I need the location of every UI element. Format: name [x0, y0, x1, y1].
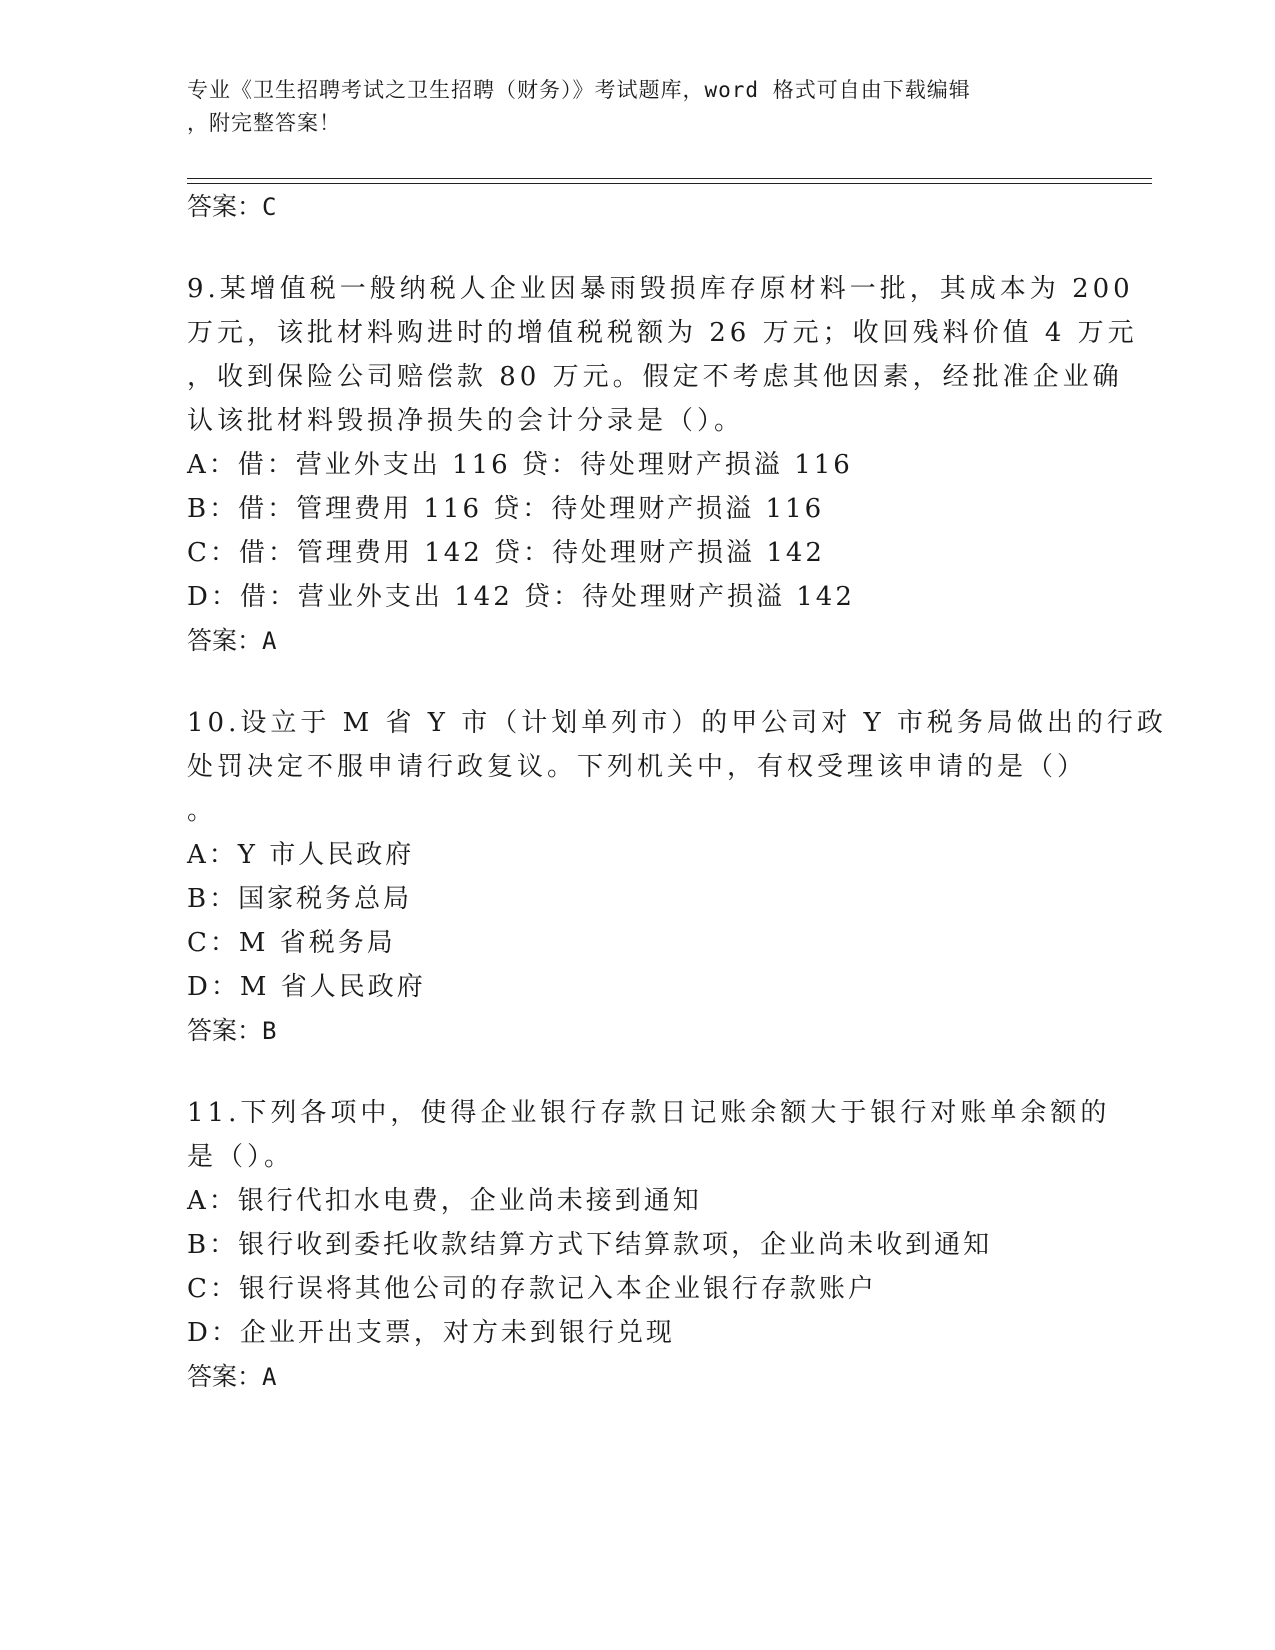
q11-answer-line: [187, 1360, 276, 1394]
header-line-2: ，附完整答案！: [187, 111, 341, 135]
q9-option-a: A：借：营业外支出 116 贷：待处理财产损溢 116: [187, 450, 853, 480]
document-header: [187, 74, 1087, 140]
q9-answer-line: [187, 624, 276, 658]
answer-line-prev: [187, 190, 276, 224]
answer-value: A: [262, 627, 277, 655]
q10-option-d: D：M 省人民政府: [187, 972, 426, 1002]
q11-option-c: C：银行误将其他公司的存款记入本企业银行存款账户: [187, 1274, 877, 1304]
q11-option-d: D：企业开出支票，对方未到银行兑现: [187, 1318, 675, 1348]
q10-stem-line-2: 处罚决定不服申请行政复议。下列机关中，有权受理该申请的是（）: [187, 752, 1088, 782]
q10-option-c: C：M 省税务局: [187, 928, 396, 958]
q11-option-b: B：银行收到委托收款结算方式下结算款项，企业尚未收到通知: [187, 1230, 993, 1260]
answer-label: 答案：: [187, 1362, 263, 1391]
answer-value: B: [262, 1017, 277, 1045]
q11-stem-line-2: 是（）。: [187, 1142, 295, 1172]
q10-stem-line-1: 10.设立于 M 省 Y 市（计划单列市）的甲公司对 Y 市税务局做出的行政: [187, 708, 1167, 738]
q9-option-d: D：借：营业外支出 142 贷：待处理财产损溢 142: [187, 582, 855, 612]
answer-label: 答案：: [187, 192, 263, 221]
q11-option-a: A：银行代扣水电费，企业尚未接到通知: [187, 1186, 702, 1216]
header-divider-top: [187, 178, 1152, 179]
q9-stem-line-2: 万元，该批材料购进时的增值税税额为 26 万元；收回残料价值 4 万元: [187, 318, 1138, 348]
q10-answer-line: [187, 1014, 276, 1048]
answer-value: A: [262, 1363, 277, 1391]
q11-stem-line-1: 11.下列各项中，使得企业银行存款日记账余额大于银行对账单余额的: [187, 1098, 1111, 1128]
q9-stem-line-4: 认该批材料毁损净损失的会计分录是（）。: [187, 406, 745, 436]
header-line-1: 专业《卫生招聘考试之卫生招聘（财务）》考试题库，word 格式可自由下载编辑: [187, 78, 971, 102]
answer-label: 答案：: [187, 626, 263, 655]
q10-option-a: A：Y 市人民政府: [187, 840, 415, 870]
q9-stem-line-1: 9.某增值税一般纳税人企业因暴雨毁损库存原材料一批，其成本为 200: [187, 274, 1134, 304]
header-divider-bottom: [187, 183, 1152, 184]
answer-value: C: [262, 193, 277, 221]
q9-option-c: C：借：管理费用 142 贷：待处理财产损溢 142: [187, 538, 825, 568]
answer-label: 答案：: [187, 1016, 263, 1045]
q10-option-b: B：国家税务总局: [187, 884, 413, 914]
q10-stem-line-3: 。: [187, 796, 218, 826]
q9-stem-line-3: ，收到保险公司赔偿款 80 万元。假定不考虑其他因素，经批准企业确: [187, 362, 1123, 392]
q9-option-b: B：借：管理费用 116 贷：待处理财产损溢 116: [187, 494, 825, 524]
